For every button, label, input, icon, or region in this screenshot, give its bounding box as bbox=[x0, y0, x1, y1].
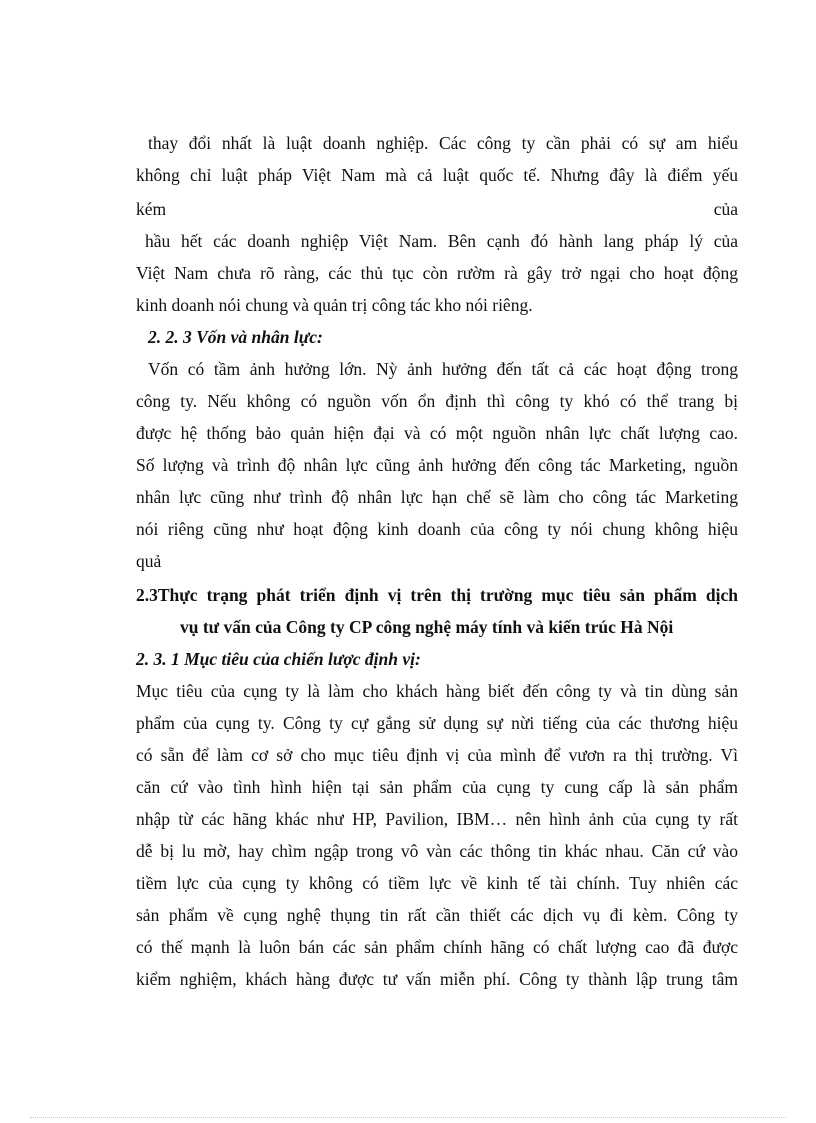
paragraph-line bbox=[136, 197, 738, 221]
section-heading-continued: vụ tư vấn của Công ty CP công nghệ máy tính và kiến trúc Hà Nội bbox=[180, 617, 674, 637]
paragraph-word: kém bbox=[136, 199, 167, 219]
paragraph-word: của bbox=[713, 199, 738, 219]
paragraph-line: nói riêng cũng như hoạt động kinh doanh của công ty nói chung không hiệu bbox=[136, 519, 738, 539]
paragraph-line: có thế mạnh là luôn bán các sản phẩm chính hãng có chất lượng cao đã được bbox=[136, 937, 738, 957]
paragraph-line: Mục tiêu của cụng ty là làm cho khách hàng biết đến công ty và tin dùng sản bbox=[136, 681, 738, 701]
paragraph-line: hầu hết các doanh nghiệp Việt Nam. Bên cạnh đó hành lang pháp lý của bbox=[145, 231, 738, 251]
subsection-heading: 2. 3. 1 Mục tiêu của chiến lược định vị: bbox=[136, 649, 421, 669]
paragraph-line: công ty. Nếu không có nguồn vốn ổn định thì công ty khó có thể trang bị bbox=[136, 391, 738, 411]
page-bottom-divider bbox=[30, 1117, 786, 1118]
paragraph-line: không chỉ luật pháp Việt Nam mà cả luật quốc tế. Nhưng đây là điểm yếu bbox=[136, 165, 738, 185]
paragraph-line: tiềm lực của cụng ty không có tiềm lực về kinh tế tài chính. Tuy nhiên các bbox=[136, 873, 738, 893]
paragraph-line: nhân lực cũng như trình độ nhân lực hạn chế sẽ làm cho công tác Marketing bbox=[136, 487, 738, 507]
paragraph-line: kiểm nghiệm, khách hàng được tư vấn miễn phí. Công ty thành lập trung tâm bbox=[136, 969, 738, 989]
paragraph-line: sản phẩm về cụng nghệ thụng tin rất cần thiết các dịch vụ đi kèm. Công ty bbox=[136, 905, 738, 925]
paragraph-line: Vốn có tầm ảnh hưởng lớn. Nỳ ảnh hưởng đến tất cả các hoạt động trong bbox=[148, 359, 738, 379]
paragraph-line: thay đổi nhất là luật doanh nghiệp. Các công ty cần phải có sự am hiểu bbox=[148, 133, 738, 153]
paragraph-line: Số lượng và trình độ nhân lực cũng ảnh hưởng đến công tác Marketing, nguồn bbox=[136, 455, 738, 475]
section-heading: 2.3Thực trạng phát triển định vị trên thị trường mục tiêu sản phẩm dịch bbox=[136, 585, 738, 605]
paragraph-line: căn cứ vào tình hình hiện tại sản phẩm của cụng ty cung cấp là sản phẩm bbox=[136, 777, 738, 797]
paragraph-line: Việt Nam chưa rõ ràng, các thủ tục còn rườm rà gây trở ngại cho hoạt động bbox=[136, 263, 738, 283]
paragraph-line: phẩm của cụng ty. Công ty cự gắng sử dụng sự nừi tiếng của các thương hiệu bbox=[136, 713, 738, 733]
paragraph-line: nhập từ các hãng khác như HP, Pavilion, IBM… nên hình ảnh của cụng ty rất bbox=[136, 809, 738, 829]
paragraph-line: được hệ thống bảo quản hiện đại và có một nguồn nhân lực chất lượng cao. bbox=[136, 423, 738, 443]
paragraph-line: quả bbox=[136, 551, 162, 571]
paragraph-line: dễ bị lu mờ, hay chìm ngập trong vô vàn các thông tin khác nhau. Căn cứ vào bbox=[136, 841, 738, 861]
paragraph-line: có sẵn để làm cơ sở cho mục tiêu định vị của mình để vươn ra thị trường. Vì bbox=[136, 745, 738, 765]
subsection-heading: 2. 2. 3 Vốn và nhân lực: bbox=[148, 327, 323, 347]
paragraph-line: kinh doanh nói chung và quản trị công tác kho nói riêng. bbox=[136, 295, 533, 315]
